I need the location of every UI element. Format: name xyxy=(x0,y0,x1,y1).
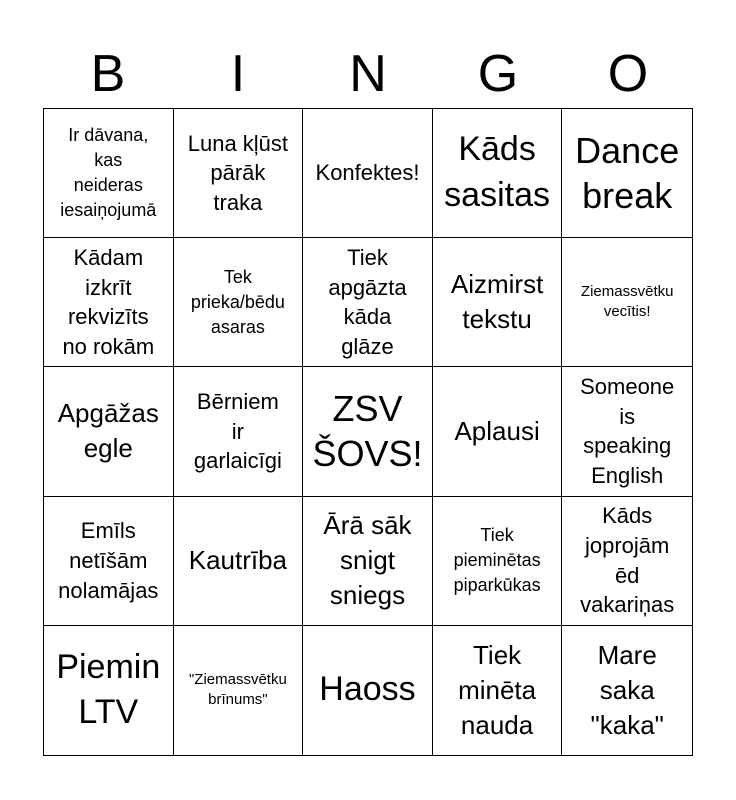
cell-text: Dance break xyxy=(575,130,680,217)
cell-text: Kādam izkrīt rekvizīts no rokām xyxy=(62,244,155,359)
bingo-cell[interactable] xyxy=(303,626,433,755)
bingo-cell[interactable] xyxy=(44,367,174,496)
cell-text: Bērniem ir garlaicīgi xyxy=(193,388,282,474)
bingo-cell[interactable] xyxy=(44,626,174,755)
bingo-cell[interactable] xyxy=(562,497,692,626)
cell-text: Aplausi xyxy=(454,415,540,446)
bingo-cell[interactable] xyxy=(174,367,304,496)
cell-text: Tiek minēta nauda xyxy=(458,639,537,740)
cell-text: Aizmirst tekstu xyxy=(450,269,544,335)
cell-text: Luna kļūst pārāk traka xyxy=(187,130,289,215)
cell-text: Kautrība xyxy=(188,545,288,576)
cell-text: Tiek apgāzta kāda glāze xyxy=(328,244,407,359)
cell-text: Ārā sāk snigt sniegs xyxy=(323,510,412,611)
header-letter-n: N xyxy=(349,45,387,103)
bingo-board xyxy=(43,108,693,756)
bingo-cell[interactable] xyxy=(174,626,304,755)
cell-text: Kāds joprojām ēd vakariņas xyxy=(580,503,675,618)
bingo-header xyxy=(43,40,693,108)
bingo-cell[interactable] xyxy=(303,109,433,238)
bingo-cell[interactable] xyxy=(303,238,433,367)
bingo-cell[interactable] xyxy=(303,367,433,496)
cell-text: Tek prieka/bēdu asaras xyxy=(190,266,285,337)
cell-text: Someone is speaking English xyxy=(580,374,675,489)
cell-text: Tiek pieminētas piparkūkas xyxy=(453,524,541,596)
bingo-cell[interactable] xyxy=(174,497,304,626)
cell-text: "Ziemassvētku brīnums" xyxy=(188,671,287,709)
bingo-cell[interactable] xyxy=(303,497,433,626)
cell-text: Apgāžas egle xyxy=(57,398,159,464)
cell-text: Piemin LTV xyxy=(56,647,161,732)
header-letter-i: I xyxy=(230,45,246,103)
bingo-cell[interactable] xyxy=(44,497,174,626)
bingo-cell[interactable] xyxy=(433,109,563,238)
bingo-cell[interactable] xyxy=(44,238,174,367)
cell-text: Mare saka "kaka" xyxy=(590,639,664,740)
bingo-cell[interactable] xyxy=(433,626,563,755)
cell-text: Kāds sasitas xyxy=(444,130,550,215)
cell-text: Ziemassvētku vecītis! xyxy=(580,283,674,321)
cell-text: Emīls netīšām nolamājas xyxy=(58,518,159,603)
bingo-cell[interactable] xyxy=(562,626,692,755)
bingo-cell[interactable] xyxy=(174,238,304,367)
bingo-cell[interactable] xyxy=(433,497,563,626)
bingo-cell[interactable] xyxy=(44,109,174,238)
header-letter-g: G xyxy=(477,45,519,103)
header-letter-o: O xyxy=(607,45,649,103)
bingo-cell[interactable] xyxy=(562,367,692,496)
bingo-cell[interactable] xyxy=(562,109,692,238)
cell-text: Konfektes! xyxy=(315,160,420,186)
cell-text: Ir dāvana, kas neideras iesaiņojumā xyxy=(60,124,157,221)
cell-text: Haoss xyxy=(319,670,416,709)
bingo-cell[interactable] xyxy=(562,238,692,367)
cell-text: ZSV ŠOVS! xyxy=(312,388,423,475)
bingo-cell[interactable] xyxy=(433,238,563,367)
bingo-cell[interactable] xyxy=(174,109,304,238)
bingo-cell[interactable] xyxy=(433,367,563,496)
header-letter-b: B xyxy=(90,45,126,103)
